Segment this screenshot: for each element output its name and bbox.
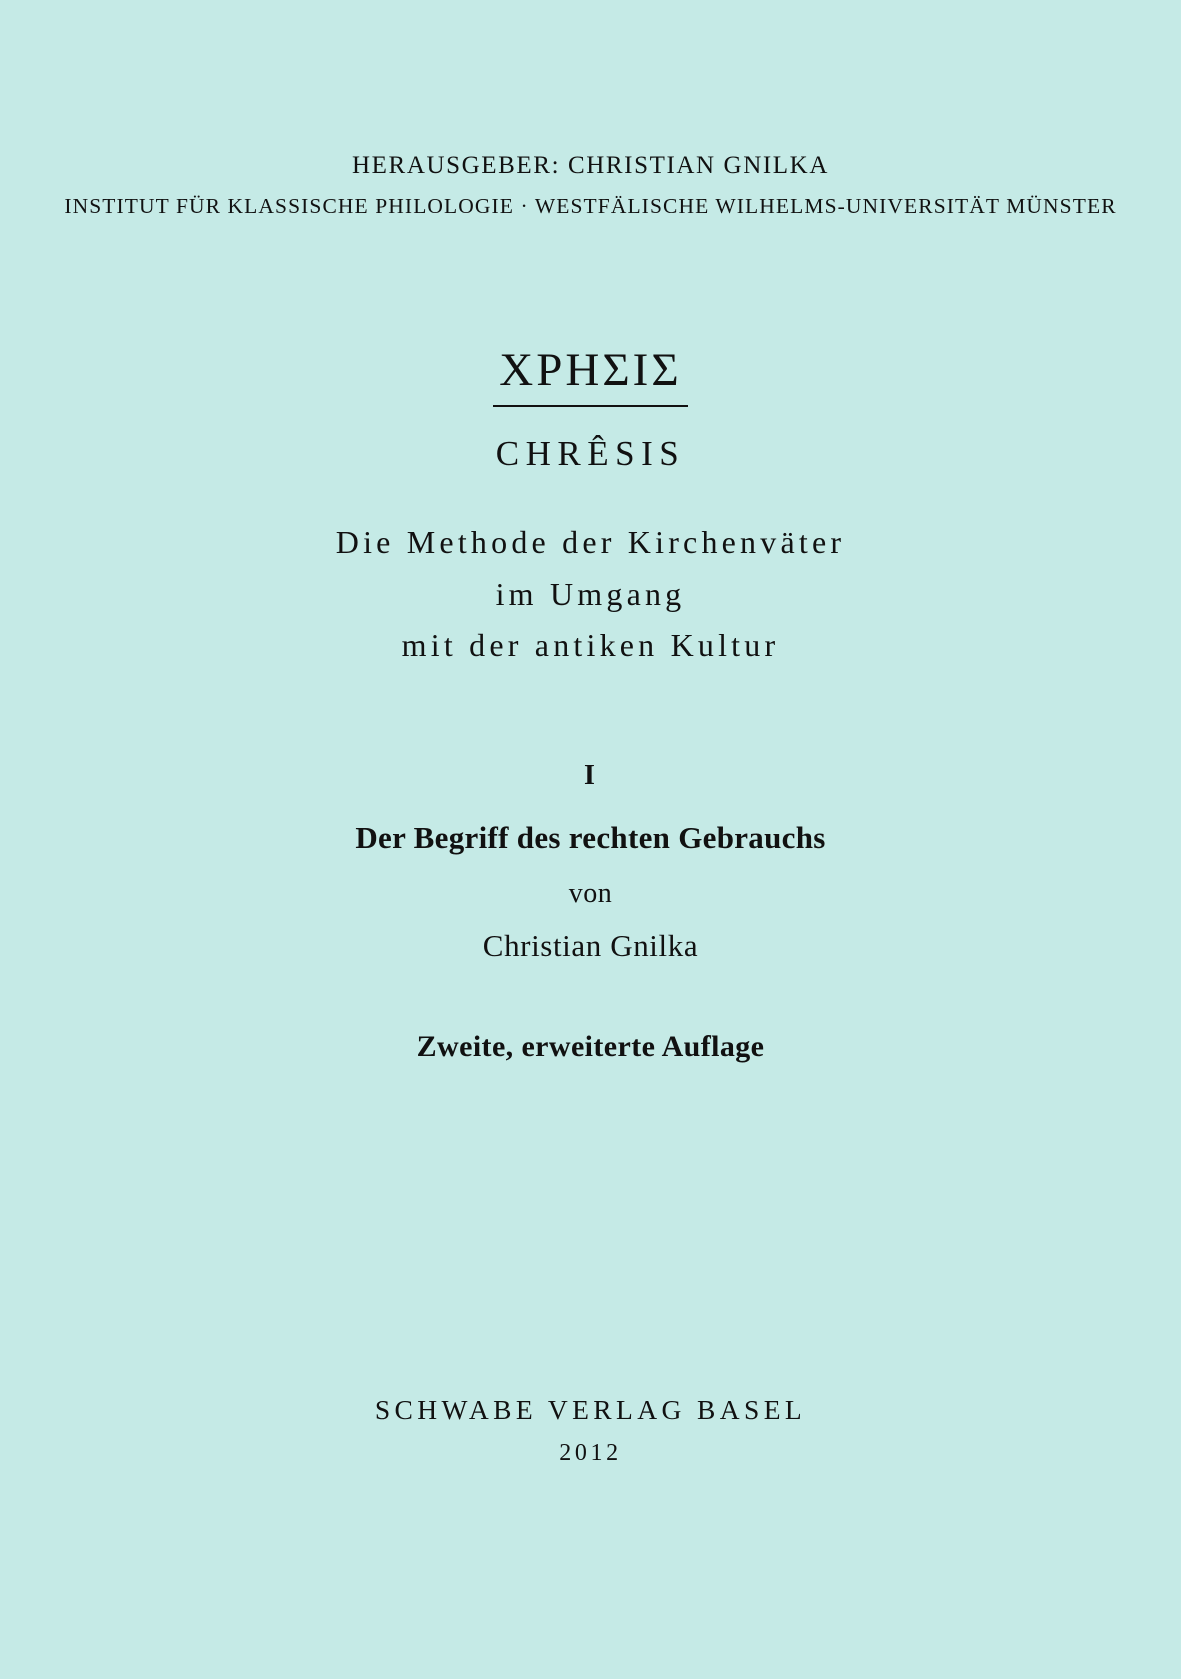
series-header	[0, 148, 1181, 222]
edition-statement: Zweite, erweiterte Auflage	[416, 1030, 765, 1063]
volume-title: Der Begriff des rechten Gebrauchs	[355, 820, 826, 855]
institute-line: INSTITUT FÜR KLASSISCHE PHILOLOGIE · WESTFÄLISCHE WILHELMS-UNIVERSITÄT MÜNSTER	[64, 194, 1117, 218]
volume-block	[0, 760, 1181, 1064]
author-name: Christian Gnilka	[482, 928, 699, 963]
series-title-greek: ΧΡΗΣΙΣ	[493, 345, 687, 407]
series-title-latin: CHRÊSIS	[495, 433, 686, 473]
publisher-name: SCHWABE VERLAG BASEL	[374, 1394, 807, 1425]
volume-number: I	[584, 760, 597, 791]
series-subtitle-line-1: Die Methode der Kirchenväter	[335, 523, 846, 560]
series-subtitle-line-2: im Umgang	[495, 575, 686, 612]
series-title-block	[0, 345, 1181, 672]
byline-label: von	[568, 878, 613, 909]
series-editor-line: HERAUSGEBER: CHRISTIAN GNILKA	[352, 152, 829, 179]
imprint-block	[0, 1394, 1181, 1467]
publication-year: 2012	[559, 1440, 622, 1466]
series-subtitle-line-3: mit der antiken Kultur	[401, 627, 780, 664]
